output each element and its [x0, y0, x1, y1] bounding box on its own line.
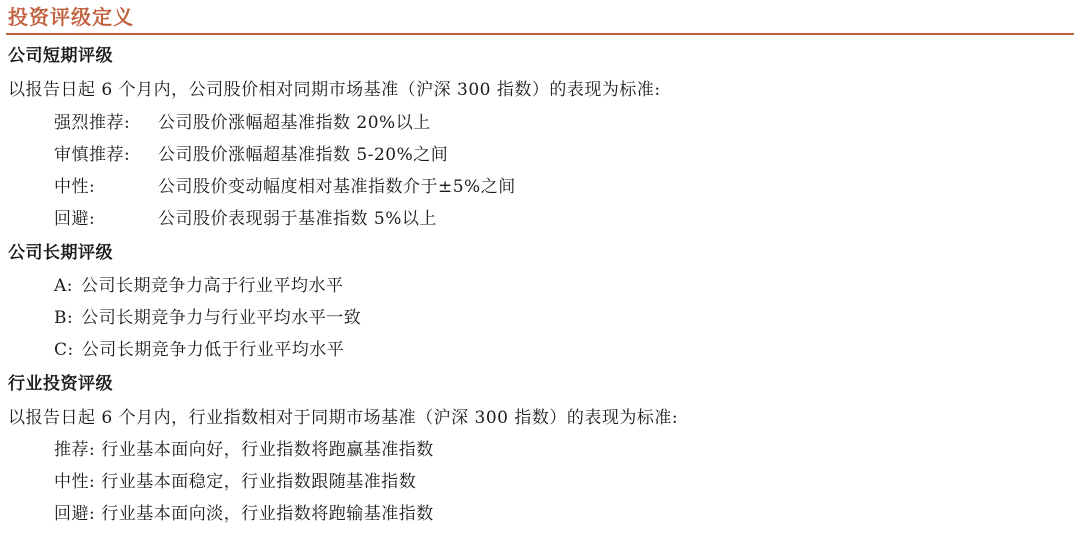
industry-item-neutral [54, 470, 416, 494]
rating-text: 行业基本面向好，行业指数将跑赢基准指数 [101, 440, 434, 460]
industry-intro: 以报告日起 6 个月内，行业指数相对于同期市场基准（沪深 300 指数）的表现为标准: [8, 408, 679, 428]
rating-text: 行业基本面向淡，行业指数将跑输基准指数 [101, 504, 434, 524]
rating-text: 公司股价表现弱于基准指数 5%以上 [158, 209, 437, 229]
rating-label: A: [54, 276, 74, 296]
rating-label: 中性: [54, 472, 96, 492]
rating-text: 公司股价涨幅超基准指数 5-20%之间 [158, 145, 449, 165]
rating-text: 公司长期竞争力低于行业平均水平 [81, 340, 345, 360]
long-term-heading: 公司长期评级 [8, 243, 113, 263]
short-term-item-strong-buy [54, 111, 431, 135]
short-term-item-neutral [54, 175, 516, 199]
short-term-item-cautious-buy [54, 143, 448, 167]
rating-text: 公司股价变动幅度相对基准指数介于±5%之间 [158, 177, 516, 197]
short-term-heading: 公司短期评级 [8, 46, 113, 66]
rating-label: 强烈推荐: [54, 113, 131, 133]
rating-text: 行业基本面稳定，行业指数跟随基准指数 [101, 472, 417, 492]
rating-label: B: [54, 308, 74, 328]
short-term-intro: 以报告日起 6 个月内，公司股价相对同期市场基准（沪深 300 指数）的表现为标准: [8, 80, 661, 100]
industry-heading: 行业投资评级 [8, 374, 113, 394]
rating-label: C: [54, 340, 74, 360]
industry-item-recommend [54, 438, 434, 462]
industry-item-avoid [54, 502, 434, 526]
long-term-item-c [54, 338, 344, 362]
title-divider [6, 33, 1074, 35]
rating-text: 公司长期竞争力与行业平均水平一致 [81, 308, 362, 328]
rating-text: 公司股价涨幅超基准指数 20%以上 [158, 113, 431, 133]
rating-text: 公司长期竞争力高于行业平均水平 [81, 276, 344, 296]
rating-label: 中性: [54, 177, 96, 197]
long-term-item-b [54, 306, 361, 330]
short-term-item-avoid [54, 207, 437, 231]
rating-label: 回避: [54, 504, 96, 524]
long-term-item-a [54, 274, 344, 298]
rating-label: 推荐: [54, 440, 96, 460]
rating-label: 回避: [54, 209, 96, 229]
section-title: 投资评级定义 [8, 5, 134, 29]
rating-label: 审慎推荐: [54, 145, 131, 165]
